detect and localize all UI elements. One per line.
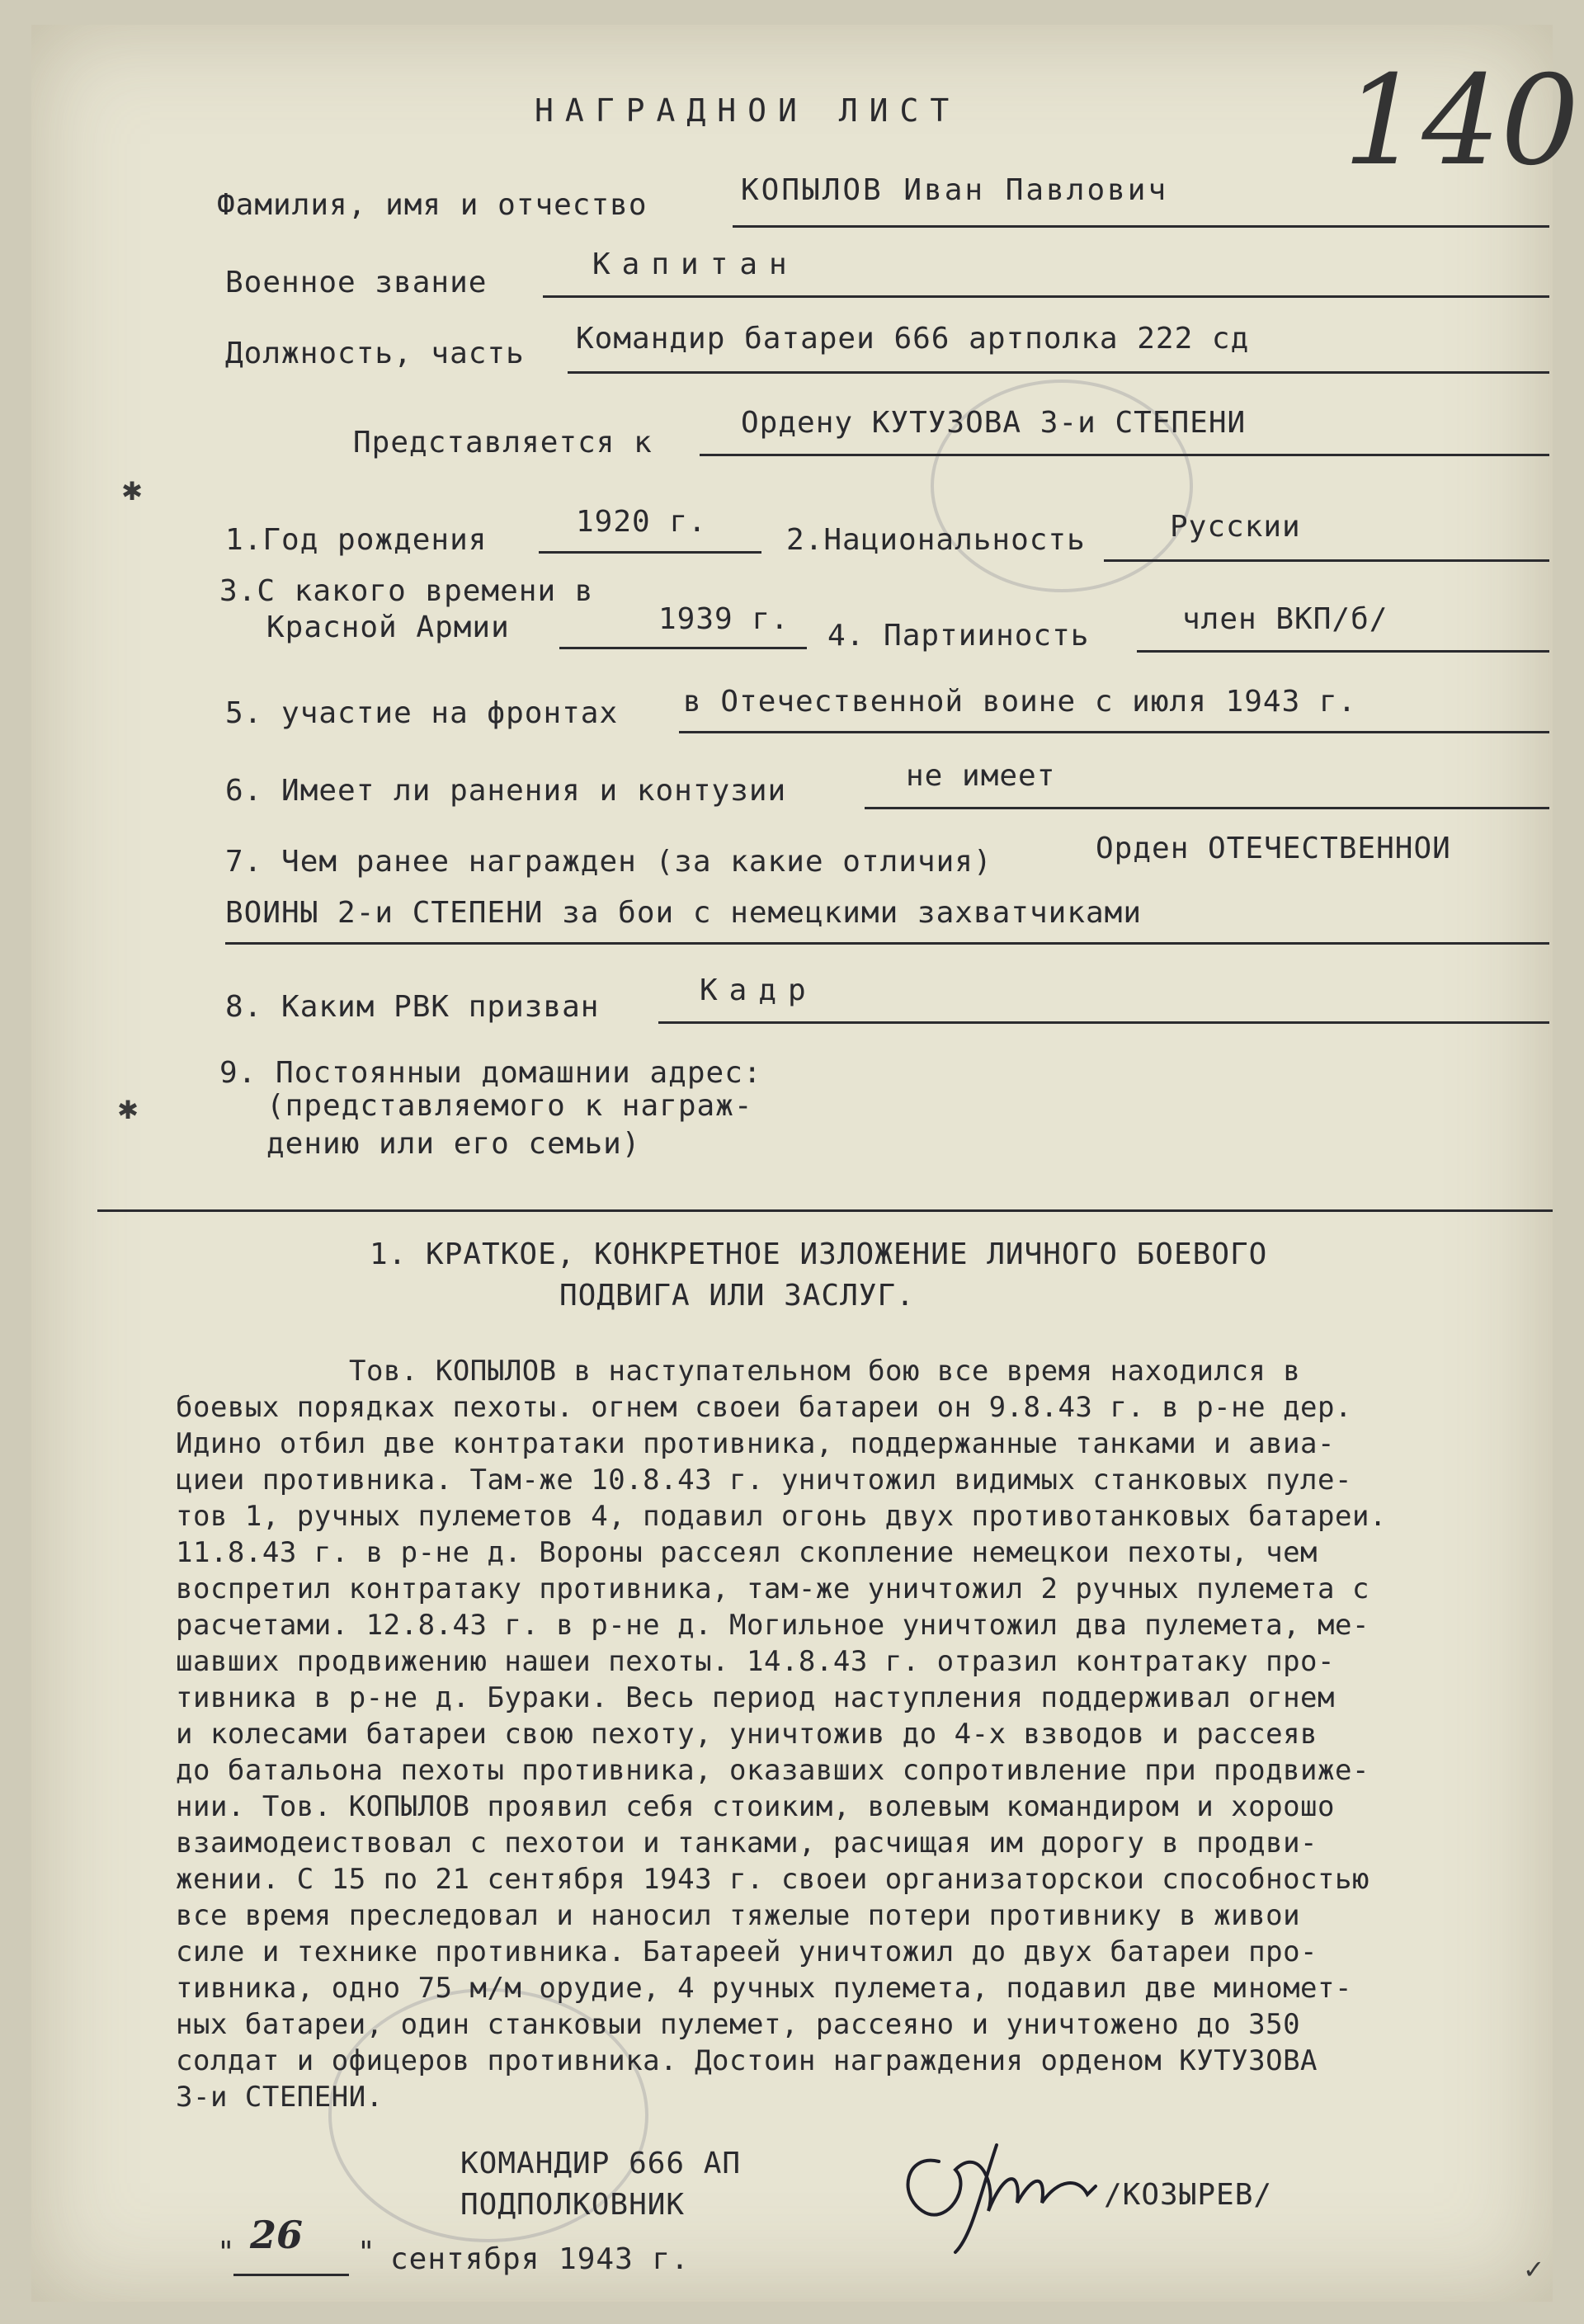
prev-awards-value-1: Орден ОТЕЧЕСТВЕННОИ: [1096, 832, 1451, 865]
position-value: Командир батареи 666 артполка 222 сд: [576, 322, 1250, 356]
army-since-underline: [559, 647, 807, 649]
date-open-quote: ": [217, 2236, 236, 2270]
position-underline: [568, 371, 1549, 374]
punch-hole-mark: ✱: [122, 470, 143, 508]
nationality-underline: [1104, 559, 1549, 562]
section-heading-2: ПОДВИГА ИЛИ ЗАСЛУГ.: [559, 1279, 915, 1313]
wounds-value: не имеет: [906, 759, 1056, 793]
rank-value: Капитан: [592, 247, 799, 281]
narrative-line: 3-и СТЕПЕНИ.: [176, 2081, 384, 2114]
narrative-line: все время преследовал и наносил тяжелые потери противнику в живои: [176, 1899, 1301, 1932]
signature-title-1: КОМАНДИР 666 АП: [460, 2147, 742, 2180]
narrative-line: расчетами. 12.8.43 г. в р-не д. Могильное уничтожил два пулемета, ме-: [176, 1609, 1370, 1642]
award-value: Ордену КУТУЗОВА 3-и СТЕПЕНИ: [741, 406, 1247, 440]
narrative-line: тивника, одно 75 м/м орудие, 4 ручных пулемета, подавил две миномет-: [176, 1972, 1352, 2005]
check-mark-icon: ✓: [1525, 2252, 1543, 2286]
narrative-line: жении. С 15 по 21 сентября 1943 г. своеи организаторскои способностью: [176, 1863, 1370, 1896]
wounds-underline: [865, 807, 1549, 809]
award-label: Представляется к: [353, 426, 653, 460]
date-rest: сентября 1943 г.: [390, 2242, 690, 2276]
narrative-line: 11.8.43 г. в р-не д. Вороны рассеял скопление немецкои пехоты, чем: [176, 1536, 1318, 1569]
prev-awards-underline: [225, 942, 1549, 945]
birth-underline: [539, 551, 761, 554]
party-label: 4. Партииность: [827, 619, 1090, 653]
narrative-line: тов 1, ручных пулеметов 4, подавил огонь двух противотанковых батареи.: [176, 1500, 1387, 1533]
fronts-value: в Отечественной воине с июля 1943 г.: [683, 685, 1357, 719]
rvk-underline: [658, 1021, 1549, 1024]
narrative-line: до батальона пехоты противника, оказавших сопротивление при продвиже-: [176, 1754, 1370, 1787]
narrative-line: шавших продвижению нашеи пехоты. 14.8.43 г. отразил контратаку про-: [176, 1645, 1335, 1678]
address-label-3: дению или его семьи): [266, 1127, 641, 1161]
narrative-line: тивника в р-не д. Бураки. Весь период наступления поддерживал огнем: [176, 1681, 1335, 1714]
narrative-line: Тов. КОПЫЛОВ в наступательном бою все время находился в: [349, 1355, 1301, 1388]
award-sheet: [31, 25, 1580, 2302]
narrative-line: боевых порядках пехоты. огнем своеи батареи он 9.8.43 г. в р-не дер.: [176, 1391, 1352, 1424]
fronts-underline: [679, 731, 1549, 733]
narrative-line: ных батареи, один станковыи пулемет, рассеяно и уничтожено до 350: [176, 2008, 1301, 2041]
handwritten-number: 140: [1343, 49, 1580, 193]
nationality-value: Русскии: [1170, 510, 1301, 544]
nationality-label: 2.Национальность: [786, 523, 1086, 557]
name-label: Фамилия, имя и отчество: [217, 188, 648, 222]
wounds-label: 6. Имеет ли ранения и контузии: [225, 774, 787, 808]
section-heading-1: 1. КРАТКОЕ, КОНКРЕТНОЕ ИЗЛОЖЕНИЕ ЛИЧНОГО БОЕВОГО: [370, 1237, 1268, 1271]
document-title: НАГРАДНОИ ЛИСТ: [535, 92, 961, 129]
party-underline: [1137, 650, 1549, 653]
birth-value: 1920 г.: [576, 505, 707, 539]
prev-awards-value-2: ВОИНЫ 2-и СТЕПЕНИ за бои с немецкими захватчиками: [225, 896, 1143, 930]
award-underline: [700, 454, 1549, 456]
rank-underline: [543, 295, 1549, 298]
name-underline: [733, 225, 1549, 228]
rvk-value: Кадр: [700, 973, 818, 1007]
narrative-line: Идино отбил две контратаки противника, поддержанные танками и авиа-: [176, 1427, 1335, 1460]
party-value: член ВКП/б/: [1182, 602, 1388, 636]
narrative-line: нии. Тов. КОПЫЛОВ проявил себя стоиким, волевым командиром и хорошо: [176, 1790, 1335, 1823]
narrative-line: циеи противника. Там-же 10.8.43 г. уничтожил видимых станковых пуле-: [176, 1464, 1352, 1497]
fronts-label: 5. участие на фронтах: [225, 696, 619, 730]
section-divider: [97, 1209, 1553, 1212]
name-value: КОПЫЛОВ Иван Павлович: [741, 173, 1169, 207]
date-close-quote: ": [357, 2236, 376, 2270]
narrative-line: силе и технике противника. Батареей уничтожил до двух батареи про-: [176, 1935, 1318, 1968]
date-day: 26: [250, 2213, 304, 2257]
army-since-label-1: 3.С какого времени в: [219, 574, 594, 608]
narrative-line: солдат и офицеров противника. Достоин награждения орденом КУТУЗОВА: [176, 2044, 1318, 2077]
date-day-underline: [233, 2274, 349, 2276]
address-label-1: 9. Постоянныи домашнии адрес:: [219, 1056, 762, 1090]
narrative-line: воспретил контратаку противника, там-же уничтожил 2 ручных пулемета с: [176, 1572, 1370, 1605]
rank-label: Военное звание: [225, 266, 488, 299]
birth-label: 1.Год рождения: [225, 523, 488, 557]
army-since-value: 1939 г.: [658, 602, 790, 636]
rvk-label: 8. Каким РВК призван: [225, 990, 600, 1024]
narrative-line: взаимодеиствовал с пехотои и танками, расчищая им дорогу в продви-: [176, 1827, 1318, 1860]
position-label: Должность, часть: [225, 337, 525, 370]
narrative-line: и колесами батареи свою пехоту, уничтожив до 4-х взводов и рассеяв: [176, 1718, 1318, 1751]
handwritten-signature: [881, 2095, 1129, 2260]
signature-name: /КОЗЫРЕВ/: [1104, 2178, 1273, 2212]
prev-awards-label: 7. Чем ранее награжден (за какие отличия): [225, 845, 992, 879]
punch-hole-mark: ✱: [118, 1089, 139, 1127]
signature-title-2: ПОДПОЛКОВНИК: [460, 2188, 686, 2222]
address-label-2: (представляемого к награж-: [266, 1089, 753, 1123]
army-since-label-2: Красной Армии: [266, 610, 510, 644]
